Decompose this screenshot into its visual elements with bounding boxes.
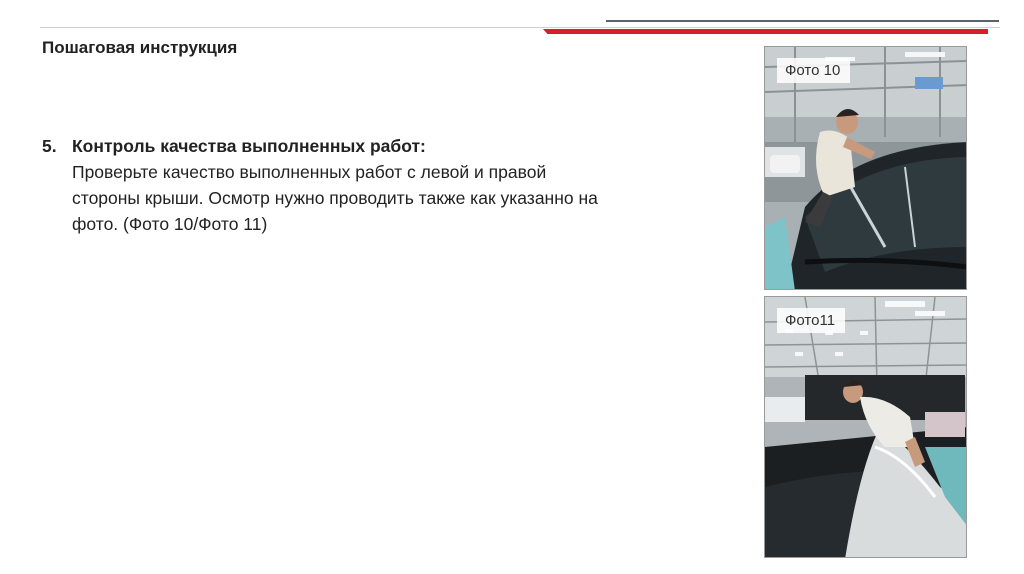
header-rule-red	[543, 29, 988, 34]
step-number: 5.	[42, 136, 57, 156]
photo-10	[764, 46, 967, 290]
header-rule-gray	[40, 27, 1000, 28]
photo-10-label: Фото 10	[777, 58, 850, 83]
photo-11-image	[765, 297, 967, 558]
photo-11	[764, 296, 967, 558]
step-heading: Контроль качества выполненных работ:	[72, 136, 426, 156]
photo-10-image	[765, 47, 967, 290]
photo-11-label: Фото11	[777, 308, 845, 333]
step-item	[42, 133, 602, 237]
header-rule-dark	[606, 20, 999, 22]
slide-title: Пошаговая инструкция	[42, 38, 238, 57]
step-text: Проверьте качество выполненных работ с левой и правой стороны крыши. Осмотр нужно проводить также как указанно на фото. (Фото 10/Фото 11)	[72, 162, 598, 234]
